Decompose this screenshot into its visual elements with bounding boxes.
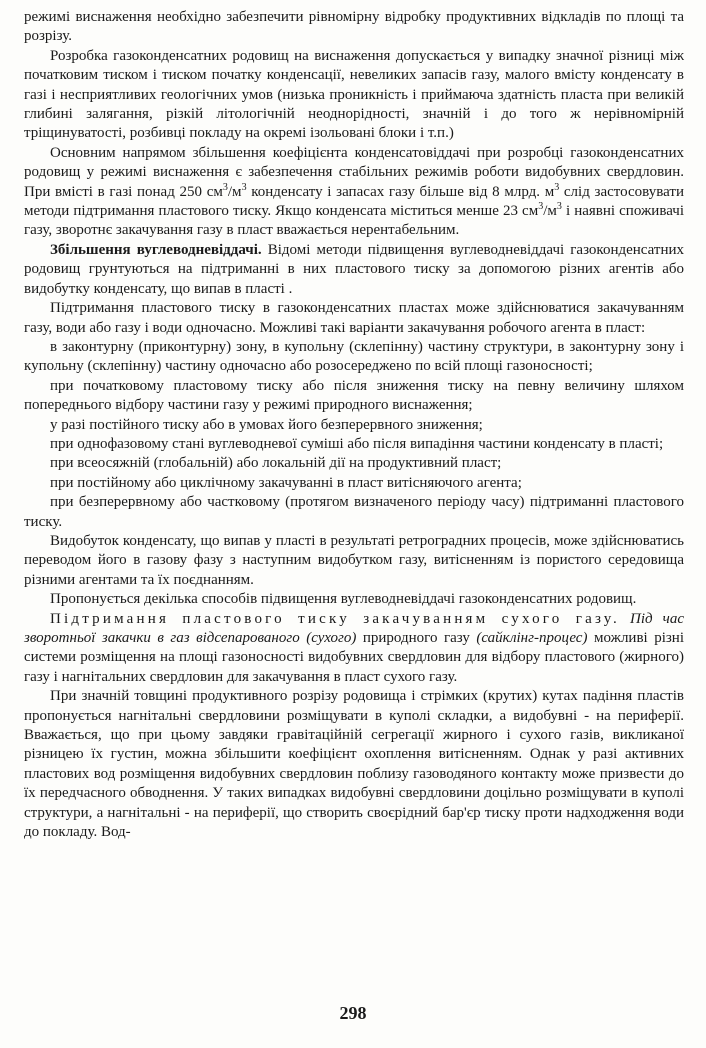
list-item-text: в законтурну (приконтурну) зону, в купольну (склепінну) частину структури, в законтурну зону і купольну (склепінну) частину одночасно або розосереджено по всій площі газоносності; <box>24 338 684 375</box>
text-run: слід застосовувати методи підтримання пластового тиску. Якщо конденсата міститься менше 23 см <box>24 183 684 220</box>
list-item-text: при безперервному або частковому (протягом визначеного періоду часу) підтриманні пластового тиску. <box>24 494 684 530</box>
paragraph-well-placement <box>24 687 684 842</box>
paragraph-text: режимі виснаження необхідно забезпечити рівномірну відробку продуктивних відкладів по площі та розрізу. <box>24 9 684 45</box>
superscript: 3 <box>538 201 544 213</box>
list-item-text: при постійному або циклічному закачуванні в пласт витісняючого агента; <box>50 474 522 491</box>
text-run: /м <box>227 183 242 200</box>
italic-run: (сайклінг-процес) <box>476 630 588 646</box>
superscript: 3 <box>554 181 560 193</box>
text-run: /м <box>543 203 557 220</box>
list-item <box>24 493 684 532</box>
list-item <box>24 435 684 454</box>
list-item <box>24 474 684 493</box>
paragraph-hydrocarbon-recovery <box>24 241 684 299</box>
text-run: і наявні споживачі газу, зворотнє закачування газу в пласт вважається нерентабельним. <box>24 203 684 239</box>
paragraph-text: При значній товщині продуктивного розрізу родовища і стрімких (крутих) кутах падіння пластів пропонується нагнітальні свердловини розміщувати в куполі складки, а видобувні - на периферії. Вважається, що при цьому завдяки гравітаційній сегрегації жирного і сухого газів, викликаної різницею їх густин, можна збільшити коефіцієнт охоплення витісненням. Однак у разі активних пластових вод розміщення видобувних свердловин поблизу газоводяного контакту може призвести до їх передчасного обводнення. У таких випадках видобувні свердловини доцільно розміщувати в куполі структури, а нагнітальні - на периферії, що створить своєрідний бар'єр тиску проти надходження води до покладу. Вод- <box>24 688 684 841</box>
text-run: природного газу <box>356 630 477 646</box>
list-item-text: при всеосяжній (глобальній) або локальній дії на продуктивний пласт; <box>50 455 502 472</box>
text-run: конденсату і запасах газу більше від 8 млрд. м <box>246 183 555 200</box>
text-run: можливі різні системи розміщення на площі газоносності видобувних свердловин для відбору пластового (жирного) газу і нагнітальних свердловин для закачування в пласт сухого газу. <box>24 630 684 685</box>
paragraph-condensate-production <box>24 532 684 590</box>
list-item <box>24 416 684 435</box>
text-run: Основним напрямом збільшення коефіцієнта конденсатовіддачі при розробці газоконденсатних родовищ у режимі виснаження є забезпечення стабільних режимів роботи видобувних свердловин. При вмісті в газі понад 250 см <box>24 144 684 200</box>
text-run: Відомі методи підвищення вуглеводневіддачі газоконденсатних родовищ грунтуються на підтриманні в них пластового тиску за допомогою різних агентів або видобутку конденсату, що випав в пласті . <box>24 241 685 297</box>
paragraph-methods-intro <box>24 590 684 609</box>
page-number: 298 <box>339 1003 367 1023</box>
list-item-text: при початковому пластовому тиску або після зниження тиску на певну величину шляхом попереднього відбору частини газу у режимі природного виснаження; <box>24 377 684 414</box>
italic-run: Під час зворотньої закачки в газ відсепарованого (сухого) <box>24 610 684 646</box>
list-item-text: при однофазовому стані вуглеводневої суміші або після випадіння частини конденсату в пласті; <box>50 435 664 452</box>
superscript: 3 <box>222 181 228 193</box>
paragraph-pressure-maintenance <box>24 299 684 338</box>
paragraph-continuation <box>24 8 684 47</box>
section-heading-inline: Збільшення вуглеводневіддачі. <box>50 241 262 258</box>
paragraph-dry-gas-injection <box>24 610 684 688</box>
section-heading-spaced: Підтримання пластового тиску закачуванням сухого газу. <box>50 610 620 627</box>
paragraph-text: Видобуток конденсату, що випав у пласті в результаті ретроградних процесів, може здійснюватись переводом його в газову фазу з наступним видобутком газу, витісненням із пористого середовища різними агентами та їх поєднанням. <box>24 532 684 588</box>
superscript: 3 <box>241 181 247 193</box>
list-item <box>24 338 684 377</box>
paragraph-text: Підтримання пластового тиску в газоконденсатних пластах може здійснюватися закачуванням газу, води або газу і води одночасно. Можливі такі варіанти закачування робочого агента в пласт: <box>24 300 684 336</box>
superscript: 3 <box>556 201 562 213</box>
list-item <box>24 377 684 416</box>
list-item <box>24 454 684 473</box>
paragraph-condensate-recovery <box>24 144 684 241</box>
paragraph-text: Розробка газоконденсатних родовищ на виснаження допускається у випадку значної різниці між початковим тиском і тиском початку конденсації, невеликих запасів газу, малого вмісту конденсату в газі і несприятливих геологічних умов (низька проникність і приймаюча здатність пласта при великій глибині залягання, різкій літологічній неоднорідності, значній і до того ж нерівномірній тріщинуватості, розбивці покладу на окремі ізольовані блоки і т.п.) <box>24 47 684 142</box>
list-item-text: у разі постійного тиску або в умовах його безперервного зниження; <box>50 416 483 433</box>
paragraph-text: Пропонується декілька способів підвищення вуглеводневіддачі газоконденсатних родовищ. <box>50 591 637 608</box>
paragraph-depletion-development <box>24 47 684 144</box>
